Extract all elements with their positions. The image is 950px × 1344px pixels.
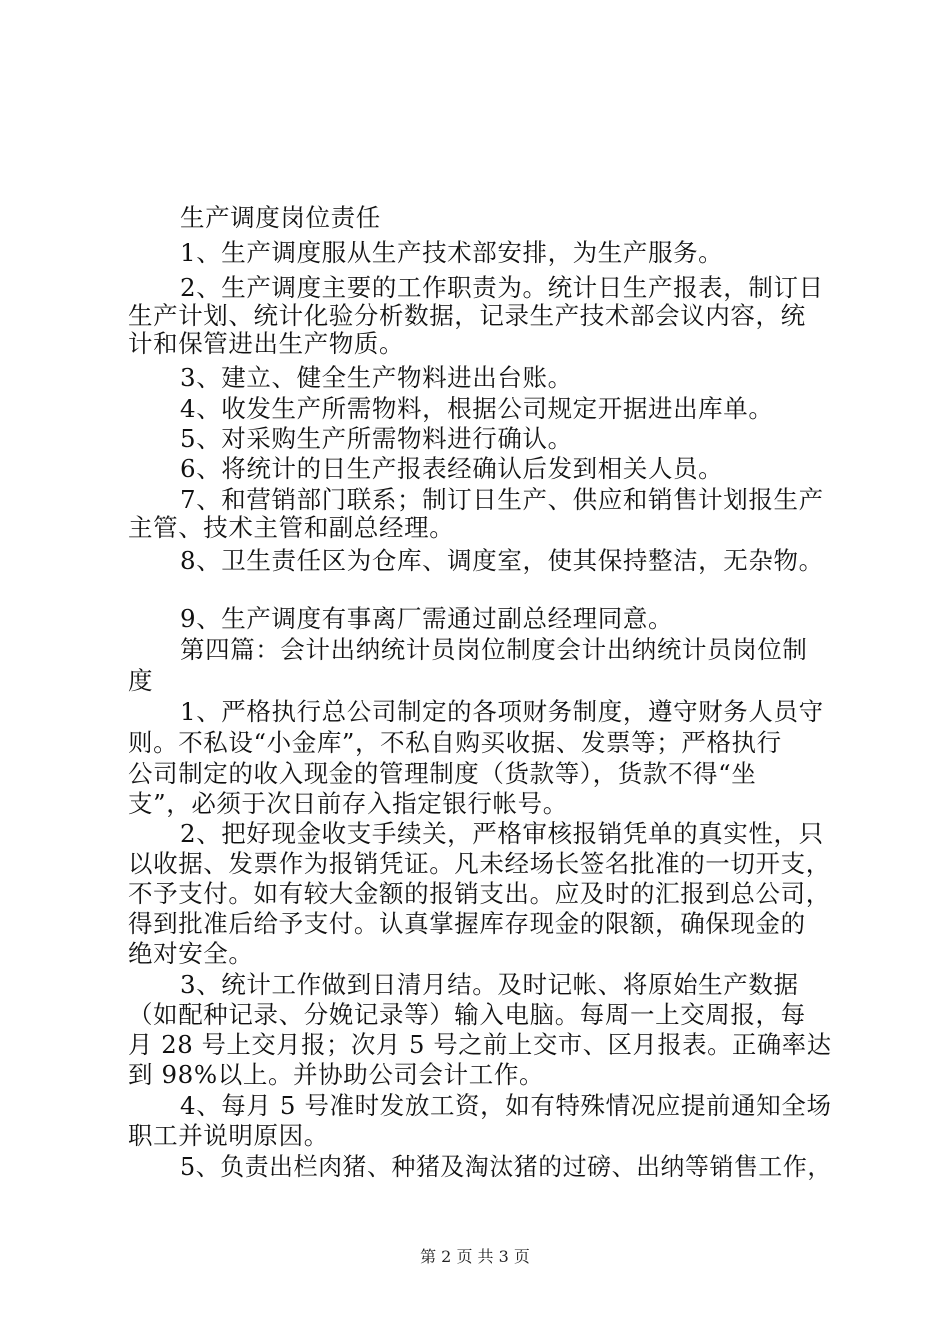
text-line: 3、统计工作做到日清月结。及时记帐、将原始生产数据 [180, 970, 799, 999]
text-line: 4、每月 5 号准时发放工资，如有特殊情况应提前通知全场 [180, 1091, 832, 1120]
section-heading: 第四篇：会计出纳统计员岗位制度会计出纳统计员岗位制 [180, 635, 808, 664]
text-line: 不予支付。如有较大金额的报销支出。应及时的汇报到总公司， [128, 879, 831, 908]
text-line: 1、生产调度服从生产技术部安排，为生产服务。 [180, 238, 724, 267]
text-line: 1、严格执行总公司制定的各项财务制度，遵守财务人员守 [180, 697, 824, 726]
text-line: 3、建立、健全生产物料进出台账。 [180, 363, 573, 392]
text-line: 2、生产调度主要的工作职责为。统计日生产报表，制订日 [180, 273, 824, 302]
text-line: 8、卫生责任区为仓库、调度室，使其保持整洁，无杂物。 [180, 546, 824, 575]
text-line: 职工并说明原因。 [128, 1121, 329, 1150]
text-line: 5、负责出栏肉猪、种猪及淘汰猪的过磅、出纳等销售工作， [180, 1152, 832, 1181]
text-line: 6、将统计的日生产报表经确认后发到相关人员。 [180, 454, 724, 483]
text-line: 5、对采购生产所需物料进行确认。 [180, 424, 573, 453]
text-line: 生产计划、统计化验分析数据，记录生产技术部会议内容，统 [128, 301, 806, 330]
text-line: 4、收发生产所需物料，根据公司规定开据进出库单。 [180, 394, 774, 423]
section-heading: 生产调度岗位责任 [180, 203, 381, 232]
text-line: 主管、技术主管和副总经理。 [128, 513, 455, 542]
text-line: 7、和营销部门联系；制订日生产、供应和销售计划报生产 [180, 485, 824, 514]
page-number-footer: 第 2 页 共 3 页 [420, 1247, 530, 1266]
text-line: 得到批准后给予支付。认真掌握库存现金的限额，确保现金的 [128, 909, 806, 938]
text-line: 支”，必须于次日前存入指定银行帐号。 [128, 789, 568, 818]
text-line: 2、把好现金收支手续关，严格审核报销凭单的真实性，只 [180, 819, 824, 848]
text-line: 计和保管进出生产物质。 [128, 329, 405, 358]
text-line: 以收据、发票作为报销凭证。凡未经场长签名批准的一切开支， [128, 849, 831, 878]
section-heading: 度 [128, 666, 154, 695]
text-line: 则。不私设“小金库”，不私自购买收据、发票等；严格执行 [128, 728, 782, 757]
text-line: 公司制定的收入现金的管理制度（货款等），货款不得“坐 [128, 759, 757, 788]
text-line: 9、生产调度有事离厂需通过副总经理同意。 [180, 604, 674, 633]
text-line: 月 28 号上交月报；次月 5 号之前上交市、区月报表。正确率达 [128, 1030, 832, 1059]
text-line: 绝对安全。 [128, 939, 254, 968]
text-line: （如配种记录、分娩记录等）输入电脑。每周一上交周报，每 [128, 1000, 806, 1029]
text-line: 到 98%以上。并协助公司会计工作。 [128, 1060, 545, 1089]
